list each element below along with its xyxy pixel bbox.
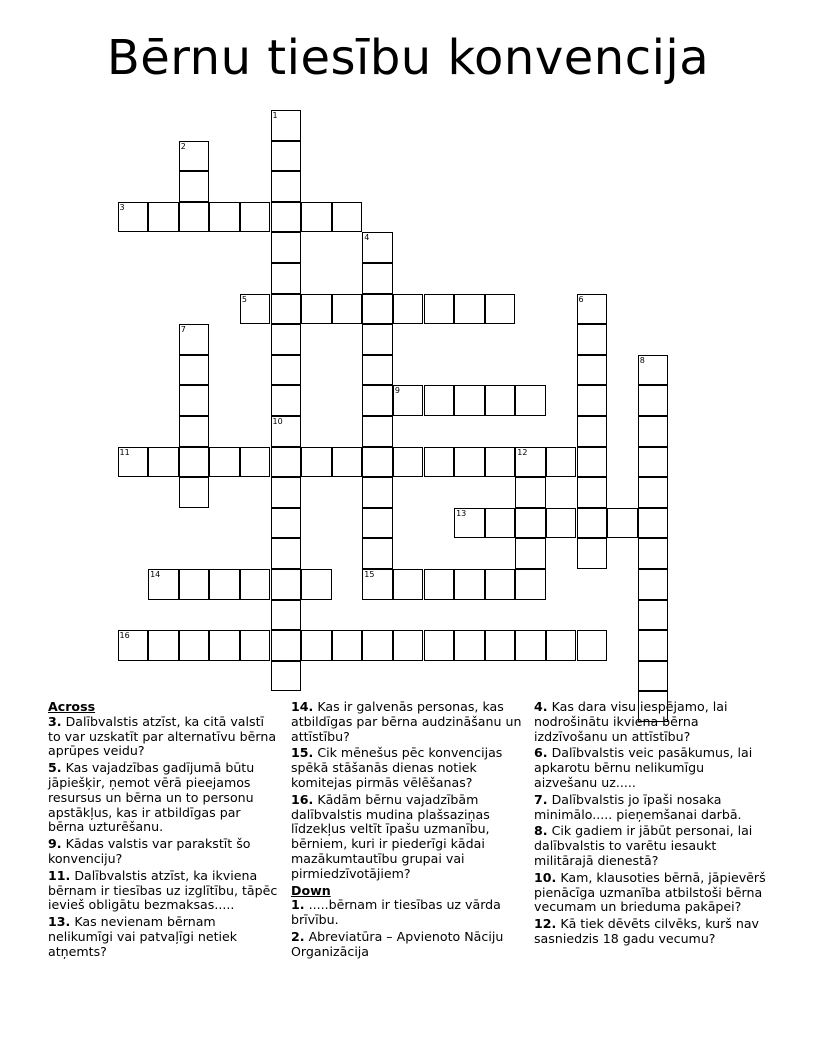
grid-cell[interactable] [638, 355, 669, 386]
clue-number: 14 [150, 570, 161, 579]
grid-cell[interactable] [271, 447, 302, 478]
clue-number: 1 [272, 111, 278, 120]
across-clue-list-continued [291, 700, 531, 882]
grid-cell[interactable] [485, 630, 516, 661]
clue-number: 16 [119, 631, 130, 641]
grid-cell[interactable] [638, 630, 669, 661]
grid-cell[interactable] [454, 569, 485, 600]
grid-cell[interactable] [515, 385, 546, 416]
puzzle-title: Bērnu tiesību konvencija [106, 30, 710, 86]
grid-cell[interactable] [577, 630, 608, 661]
grid-cell[interactable] [393, 569, 424, 600]
grid-cell[interactable] [546, 447, 577, 478]
clue-num: 2. [291, 928, 305, 944]
grid-cell[interactable] [362, 294, 393, 325]
clue-num: 10. [534, 869, 557, 885]
clue-item [291, 930, 531, 960]
grid-cell[interactable] [638, 661, 669, 692]
clue-item [291, 793, 531, 882]
grid-cell[interactable] [271, 110, 302, 141]
clue-item [291, 700, 531, 744]
clue-item [534, 746, 766, 790]
grid-cell[interactable] [332, 294, 363, 325]
across-clue-list [48, 715, 280, 960]
grid-cell[interactable] [607, 508, 638, 539]
grid-cell[interactable] [393, 294, 424, 325]
grid-cell[interactable] [577, 416, 608, 447]
clue-num: 11. [48, 867, 71, 883]
grid-cell[interactable] [515, 630, 546, 661]
clues-column-2 [291, 700, 531, 962]
grid-cell[interactable] [332, 447, 363, 478]
grid-cell[interactable] [424, 569, 455, 600]
grid-cell[interactable] [485, 294, 516, 325]
grid-cell[interactable] [271, 661, 302, 692]
clue-number: 11 [119, 447, 130, 457]
across-heading: Across [48, 699, 96, 714]
grid-cell[interactable] [638, 600, 669, 631]
grid-cell[interactable] [485, 508, 516, 539]
grid-cell[interactable] [515, 477, 546, 508]
grid-cell[interactable] [332, 202, 363, 233]
grid-cell[interactable] [271, 263, 302, 294]
grid-cell[interactable] [240, 202, 271, 233]
grid-cell[interactable] [209, 569, 240, 600]
clue-item [48, 869, 280, 913]
grid-cell[interactable] [332, 630, 363, 661]
clue-number: 13 [456, 508, 467, 518]
grid-cell[interactable] [271, 538, 302, 569]
grid-cell[interactable] [638, 569, 669, 600]
grid-cell[interactable] [515, 569, 546, 600]
grid-cell[interactable] [362, 355, 393, 386]
clue-text: Kādas valstis var parakstīt šo konvenciju? [48, 836, 251, 866]
grid-cell[interactable] [362, 477, 393, 508]
grid-cell[interactable] [577, 477, 608, 508]
clue-number: 2 [180, 141, 186, 151]
clue-item [291, 898, 531, 928]
grid-cell[interactable] [271, 508, 302, 539]
grid-cell[interactable] [546, 630, 577, 661]
grid-cell[interactable] [179, 355, 210, 386]
grid-cell[interactable] [271, 477, 302, 508]
grid-cell[interactable] [638, 447, 669, 478]
clue-number: 12 [517, 447, 528, 457]
clue-text: Kas nevienam bērnam nelikumīgi vai patvaļīgi netiek atņemts? [48, 914, 238, 959]
grid-cell[interactable] [148, 447, 179, 478]
down-heading: Down [291, 882, 331, 898]
clue-text: Dalībvalstis atzīst, ka ikviena bērnam ir tiesības uz izglītību, tāpēc ievieš obligātu bezmaksas..... [48, 867, 278, 913]
clue-number: 9 [394, 386, 400, 396]
grid-cell[interactable] [209, 447, 240, 478]
grid-cell[interactable] [271, 294, 302, 325]
clue-item [534, 917, 766, 947]
grid-cell[interactable] [577, 324, 608, 355]
grid-cell[interactable] [301, 294, 332, 325]
grid-cell[interactable] [148, 630, 179, 661]
grid-cell[interactable] [362, 538, 393, 569]
grid-cell[interactable] [118, 447, 149, 478]
clues-column-1 [48, 700, 280, 962]
clue-num: 6. [534, 745, 548, 761]
grid-cell[interactable] [362, 447, 393, 478]
clue-number: 3 [119, 202, 125, 212]
grid-cell[interactable] [271, 600, 302, 631]
clue-num: 9. [48, 836, 62, 852]
clue-num: 7. [534, 791, 548, 807]
grid-cell[interactable] [362, 263, 393, 294]
clue-text: Kā tiek dēvēts cilvēks, kurš nav sasniedzis 18 gadu vecumu? [534, 916, 759, 946]
grid-cell[interactable] [362, 508, 393, 539]
clue-item [48, 715, 280, 759]
grid-cell[interactable] [179, 141, 210, 172]
grid-cell[interactable] [638, 508, 669, 539]
clue-number: 15 [364, 570, 375, 579]
grid-cell[interactable] [454, 385, 485, 416]
clue-text: Cik gadiem ir jābūt personai, lai dalībvalstis to varētu iesaukt militārajā dienestā? [534, 823, 753, 868]
grid-cell[interactable] [271, 416, 302, 447]
grid-cell[interactable] [485, 569, 516, 600]
grid-cell[interactable] [362, 416, 393, 447]
clue-text: .....bērnam ir tiesības uz vārda brīvību. [291, 897, 501, 928]
grid-cell[interactable] [362, 569, 393, 600]
clue-item [48, 761, 280, 835]
grid-cell[interactable] [271, 171, 302, 202]
grid-cell[interactable] [179, 477, 210, 508]
grid-cell[interactable] [424, 630, 455, 661]
clue-num: 5. [48, 760, 62, 776]
clue-text: Kam, klausoties bērnā, jāpievērš pienācīga uzmanība atbilstoši bērna vecumam un brieduma pakāpei? [534, 869, 766, 915]
grid-cell[interactable] [362, 385, 393, 416]
down-clue-list [291, 898, 531, 959]
grid-cell[interactable] [301, 202, 332, 233]
grid-cell[interactable] [118, 630, 149, 661]
clue-number: 7 [180, 325, 186, 335]
grid-cell[interactable] [271, 141, 302, 172]
clue-item [534, 700, 766, 744]
grid-cell[interactable] [271, 385, 302, 416]
grid-cell[interactable] [179, 324, 210, 355]
clue-text: Kas dara visu iespējamo, lai nodrošinātu ikviena bērna izdzīvošanu un attīstību? [534, 699, 728, 744]
clue-text: Abreviatūra – Apvienoto Nāciju Organizācija [291, 928, 504, 959]
grid-cell[interactable] [546, 508, 577, 539]
clue-item [48, 915, 280, 959]
grid-cell[interactable] [454, 508, 485, 539]
grid-cell[interactable] [393, 447, 424, 478]
clue-num: 3. [48, 713, 62, 729]
clues-column-3 [534, 700, 766, 949]
grid-cell[interactable] [240, 447, 271, 478]
grid-cell[interactable] [148, 202, 179, 233]
grid-cell[interactable] [301, 630, 332, 661]
clue-text: Kādām bērnu vajadzībām dalībvalstis mudina plašsaziņas līdzekļus veltīt īpašu uzmanību, bērniem, kuri ir piederīgi kādai mazākumtautību grupai vai pirmiedzīvotājiem? [291, 791, 490, 881]
grid-cell[interactable] [515, 447, 546, 478]
clue-text: Dalībvalstis atzīst, ka citā valstī to var uzskatīt par alternatīvu bērna aprūpes veidu? [48, 713, 277, 759]
grid-cell[interactable] [393, 385, 424, 416]
grid-cell[interactable] [271, 569, 302, 600]
grid-cell[interactable] [362, 324, 393, 355]
grid-cell[interactable] [577, 355, 608, 386]
grid-cell[interactable] [515, 538, 546, 569]
clue-number: 8 [639, 355, 645, 365]
clue-number: 4 [364, 233, 370, 243]
clue-item [291, 746, 531, 790]
clue-num: 13. [48, 914, 71, 930]
grid-cell[interactable] [577, 294, 608, 325]
grid-cell[interactable] [577, 447, 608, 478]
grid-cell[interactable] [301, 447, 332, 478]
grid-cell[interactable] [271, 232, 302, 263]
grid-cell[interactable] [271, 202, 302, 233]
clue-num: 4. [534, 699, 548, 714]
grid-cell[interactable] [209, 202, 240, 233]
grid-cell[interactable] [240, 630, 271, 661]
clue-text: Cik mēnešus pēc konvencijas spēkā stāšanās dienas notiek komitejas pirmās vēlēšanas? [291, 745, 503, 790]
clue-text: Kas vajadzības gadījumā būtu jāpiešķir, ņemot vērā pieejamos resursus un bērna un to personu apstākļus, kas ir atbildīgas par bērna uzturēšanu. [48, 760, 255, 835]
grid-cell[interactable] [179, 630, 210, 661]
grid-cell[interactable] [179, 569, 210, 600]
grid-cell[interactable] [577, 538, 608, 569]
clue-item [534, 871, 766, 915]
grid-cell[interactable] [485, 385, 516, 416]
grid-cell[interactable] [454, 630, 485, 661]
clue-item [534, 824, 766, 868]
grid-cell[interactable] [485, 447, 516, 478]
grid-cell[interactable] [424, 385, 455, 416]
grid-cell[interactable] [209, 630, 240, 661]
grid-cell[interactable] [362, 630, 393, 661]
grid-cell[interactable] [179, 447, 210, 478]
clue-item [534, 793, 766, 823]
grid-cell[interactable] [118, 202, 149, 233]
grid-cell[interactable] [424, 447, 455, 478]
clue-num: 12. [534, 916, 557, 932]
clue-num: 15. [291, 745, 314, 761]
grid-cell[interactable] [638, 385, 669, 416]
grid-cell[interactable] [638, 477, 669, 508]
clue-num: 8. [534, 823, 548, 839]
clue-text: Dalībvalstis veic pasākumus, lai apkarotu bērnu nelikumīgu aizvešanu uz..... [534, 745, 753, 790]
grid-cell[interactable] [515, 508, 546, 539]
grid-cell[interactable] [454, 447, 485, 478]
clue-number: 6 [578, 294, 584, 304]
clue-number: 5 [241, 294, 247, 304]
clue-text: Dalībvalstis jo īpaši nosaka minimālo..... pieņemšanai darbā. [534, 791, 742, 822]
clue-number: 10 [272, 417, 283, 426]
grid-cell[interactable] [424, 294, 455, 325]
grid-cell[interactable] [179, 171, 210, 202]
grid-cell[interactable] [577, 385, 608, 416]
grid-cell[interactable] [454, 294, 485, 325]
grid-cell[interactable] [271, 355, 302, 386]
clue-num: 16. [291, 791, 314, 807]
grid-cell[interactable] [638, 538, 669, 569]
grid-cell[interactable] [179, 385, 210, 416]
grid-cell[interactable] [271, 630, 302, 661]
grid-cell[interactable] [240, 294, 271, 325]
grid-cell[interactable] [577, 508, 608, 539]
clue-item [48, 837, 280, 867]
grid-cell[interactable] [271, 324, 302, 355]
grid-cell[interactable] [301, 569, 332, 600]
grid-cell[interactable] [393, 630, 424, 661]
down-clue-list-continued [534, 700, 766, 947]
grid-cell[interactable] [362, 232, 393, 263]
grid-cell[interactable] [179, 202, 210, 233]
grid-cell[interactable] [148, 569, 179, 600]
grid-cell[interactable] [638, 416, 669, 447]
grid-cell[interactable] [240, 569, 271, 600]
clue-num: 14. [291, 699, 314, 714]
clue-text: Kas ir galvenās personas, kas atbildīgas par bērna audzināšanu un attīstību? [291, 699, 522, 744]
clue-num: 1. [291, 897, 305, 913]
grid-cell[interactable] [179, 416, 210, 447]
